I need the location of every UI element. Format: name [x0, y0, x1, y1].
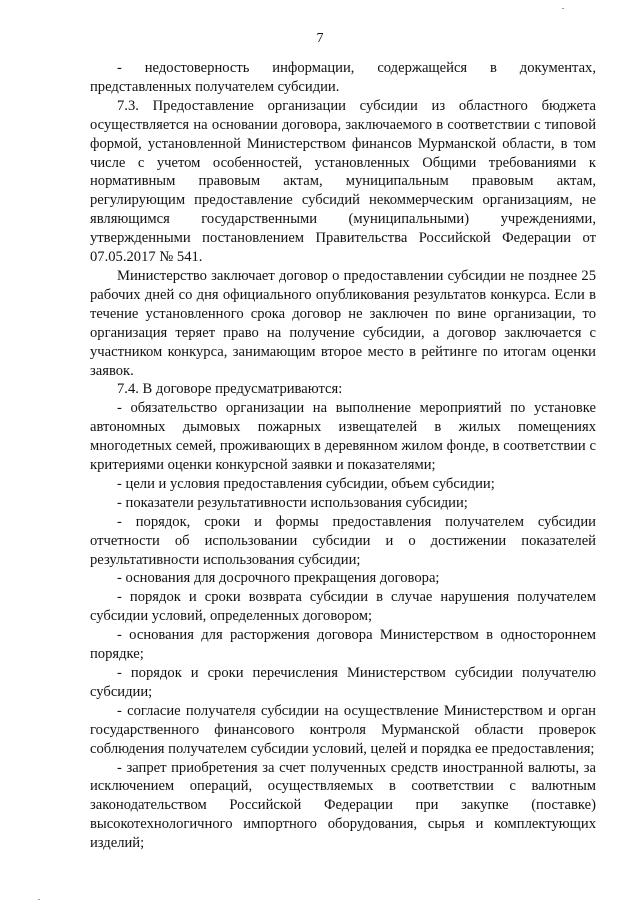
list-item-goals: - цели и условия предоставления субсидии, объем субсидии;	[117, 475, 495, 492]
paragraph-inaccuracy: - недостоверность информации, содержащейся в документах, представленных получателем субсидии.	[90, 60, 596, 95]
list-item-unilateral-termination: - основания для расторжения договора Министерством в одностороннем порядке;	[90, 627, 596, 663]
list-item-currency-ban: - запрет приобретения за счет полученных средств иностранной валюты, за исключением операций, осуществляемых в соответствии с валютным законодательством Российской Федерации при закупке (поставке) высокотехнологичного импортного оборудования, сырья и комплектующих изделий;	[90, 759, 596, 852]
list-item-audit-consent: - согласие получателя субсидии на осуществление Министерством и орган государственного финансового контроля Мурманской области проверок соблюдения получателем субсидии условий, целей и порядка ее предоставления;	[90, 702, 596, 757]
list-item-return: - порядок и сроки возврата субсидии в случае нарушения получателем субсидии условий, определенных договором;	[90, 589, 596, 625]
list-item-transfer: - порядок и сроки перечисления Министерством субсидии получателю субсидии;	[90, 665, 596, 700]
list-item-obligation: - обязательство организации на выполнение мероприятий по установке автономных дымовых пожарных извещателей в жилых помещениях многодетных семей, проживающих в деревянном жилом фонде, в соответствии с критериями оценки конкурсной заявки и показателями;	[90, 400, 596, 474]
scan-mark	[562, 8, 564, 9]
paragraph-7-3: 7.3. Предоставление организации субсидии из областного бюджета осуществляется на основании договора, заключаемого в соответствии с типовой формой, установленной Министерством финансов Мурманской области, в том числе с учетом особенностей, установленных Общими требованиями к нормативным правовым актам, муниципальным правовым актам, регулирующим предоставление субсидий некоммерческим организациям, не являющимся государственными (муниципальными) учреждениями, утвержденными постановлением Правительства Российской Федерации от 07.05.2017 № 541.	[90, 97, 596, 266]
scan-mark	[38, 899, 40, 900]
page-number: 7	[316, 31, 324, 46]
paragraph-7-4: 7.4. В договоре предусматриваются:	[117, 381, 343, 398]
list-item-reporting: - порядок, сроки и формы предоставления получателем субсидии отчетности об использовании субсидии и о достижении показателей результативности использования субсидии;	[90, 513, 596, 568]
paragraph-contract-deadline: Министерство заключает договор о предоставлении субсидии не позднее 25 рабочих дней со дня официального опубликования результатов конкурса. Если в течение установленного срока договор не заключен по вине организации, то организация теряет право на получение субсидии, а договор заключается с участником конкурса, занимающим второе место в рейтинге по итогам оценки заявок.	[90, 267, 596, 379]
document-body	[90, 59, 596, 853]
list-item-indicators: - показатели результативности использования субсидии;	[117, 494, 468, 511]
list-item-early-termination: - основания для досрочного прекращения договора;	[117, 570, 440, 587]
